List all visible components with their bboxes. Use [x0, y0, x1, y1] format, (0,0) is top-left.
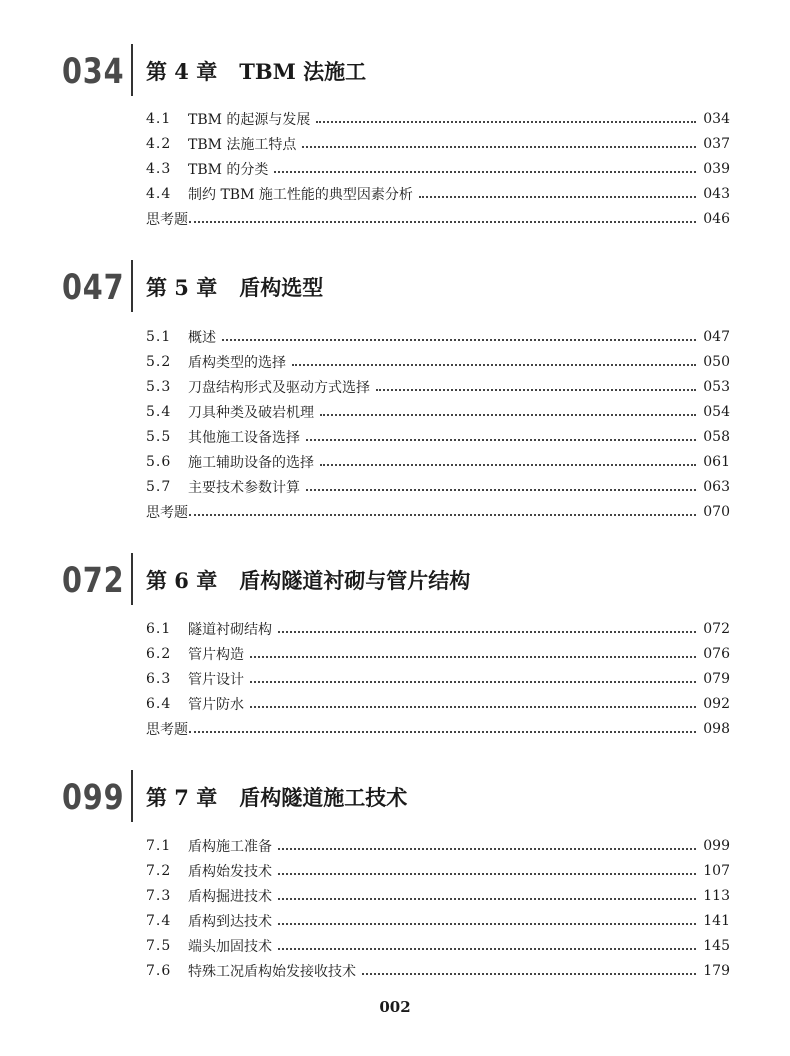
toc-row[interactable]	[146, 449, 730, 474]
section-page: 063	[703, 478, 730, 495]
section-title: 管片构造	[188, 646, 244, 663]
section-number: 6.4	[146, 695, 172, 712]
toc-row-questions[interactable]	[146, 716, 730, 741]
section-number: 5.3	[146, 378, 172, 395]
questions-label: 思考题	[146, 504, 188, 521]
section-title: 盾构始发技术	[188, 863, 272, 880]
section-number: 5.5	[146, 428, 172, 445]
chapter-title	[146, 567, 470, 595]
section-page: 079	[703, 670, 730, 687]
section-number: 7.1	[146, 837, 172, 854]
toc-row[interactable]	[146, 908, 730, 933]
toc-row[interactable]	[146, 474, 730, 499]
chapter-title	[146, 274, 323, 302]
section-title: 隧道衬砌结构	[188, 621, 272, 638]
section-title: 管片防水	[188, 696, 244, 713]
section-page: 054	[703, 403, 730, 420]
chapter-title	[146, 58, 366, 86]
leader-dots	[278, 631, 696, 633]
section-number: 7.4	[146, 912, 172, 929]
section-number: 6.3	[146, 670, 172, 687]
leader-dots	[250, 681, 696, 683]
section-page: 034	[703, 110, 730, 127]
leader-dots	[306, 439, 696, 441]
leader-dots	[250, 656, 696, 658]
section-title: 管片设计	[188, 671, 244, 688]
section-title: 主要技术参数计算	[188, 479, 300, 496]
section-page: 145	[703, 937, 730, 954]
section-page: 107	[703, 862, 730, 879]
section-page: 037	[703, 135, 730, 152]
toc-row[interactable]	[146, 424, 730, 449]
leader-dots	[362, 973, 696, 975]
leader-dots	[189, 514, 696, 516]
toc-row[interactable]	[146, 324, 730, 349]
section-page: 076	[703, 645, 730, 662]
chapter-start-page: 047	[62, 268, 125, 308]
leader-dots	[189, 221, 696, 223]
section-number: 5.1	[146, 328, 172, 345]
toc-row[interactable]	[146, 958, 730, 983]
section-number: 5.4	[146, 403, 172, 420]
section-title: 盾构掘进技术	[188, 888, 272, 905]
chapter-divider	[131, 260, 133, 312]
chapter-label: 第 5 章	[146, 275, 218, 300]
section-page: 058	[703, 428, 730, 445]
leader-dots	[250, 706, 696, 708]
section-number: 6.1	[146, 620, 172, 637]
section-title: 施工辅助设备的选择	[188, 454, 314, 471]
toc-row[interactable]	[146, 349, 730, 374]
toc-row[interactable]	[146, 666, 730, 691]
chapter-start-page: 099	[62, 778, 125, 818]
section-title: 特殊工况盾构始发接收技术	[188, 963, 356, 980]
toc-row[interactable]	[146, 641, 730, 666]
section-number: 5.6	[146, 453, 172, 470]
leader-dots	[320, 414, 696, 416]
section-title: 制约 TBM 施工性能的典型因素分析	[188, 186, 413, 203]
leader-dots	[320, 464, 696, 466]
chapter-title	[146, 784, 407, 812]
leader-dots	[302, 146, 696, 148]
section-title: 刀盘结构形式及驱动方式选择	[188, 379, 370, 396]
section-title: 刀具种类及破岩机理	[188, 404, 314, 421]
section-page: 061	[703, 453, 730, 470]
questions-page: 098	[703, 720, 730, 737]
section-page: 072	[703, 620, 730, 637]
section-number: 4.3	[146, 160, 172, 177]
leader-dots	[278, 923, 696, 925]
questions-label: 思考题	[146, 721, 188, 738]
section-number: 6.2	[146, 645, 172, 662]
section-number: 7.5	[146, 937, 172, 954]
toc-row[interactable]	[146, 691, 730, 716]
leader-dots	[278, 873, 696, 875]
section-number: 5.7	[146, 478, 172, 495]
leader-dots	[222, 339, 696, 341]
section-page: 113	[703, 887, 730, 904]
chapter-start-page: 034	[62, 52, 125, 92]
toc-row[interactable]	[146, 374, 730, 399]
section-title: TBM 的起源与发展	[188, 111, 311, 128]
section-page: 099	[703, 837, 730, 854]
chapter-divider	[131, 770, 133, 822]
section-number: 4.1	[146, 110, 172, 127]
leader-dots	[419, 196, 696, 198]
section-number: 7.3	[146, 887, 172, 904]
page-number: 002	[379, 998, 411, 1016]
section-number: 7.2	[146, 862, 172, 879]
questions-page: 046	[703, 210, 730, 227]
chapter-name: 盾构隧道衬砌与管片结构	[239, 568, 471, 593]
chapter-divider	[131, 553, 133, 605]
toc-row-questions[interactable]	[146, 499, 730, 524]
section-number: 5.2	[146, 353, 172, 370]
chapter-name: TBM 法施工	[239, 59, 367, 84]
section-title: TBM 法施工特点	[188, 136, 297, 153]
leader-dots	[278, 898, 696, 900]
section-title: 盾构施工准备	[188, 838, 272, 855]
toc-row[interactable]	[146, 156, 730, 181]
toc-row[interactable]	[146, 616, 730, 641]
chapter-start-page: 072	[62, 561, 125, 601]
toc-row[interactable]	[146, 858, 730, 883]
section-page: 092	[703, 695, 730, 712]
section-page: 053	[703, 378, 730, 395]
leader-dots	[278, 848, 696, 850]
toc-row[interactable]	[146, 106, 730, 131]
chapter-name: 盾构选型	[239, 275, 324, 300]
toc-chapter-5	[146, 324, 730, 524]
chapter-label: 第 4 章	[146, 59, 218, 84]
toc-chapter-7	[146, 833, 730, 983]
section-page: 047	[703, 328, 730, 345]
chapter-divider	[131, 44, 133, 96]
section-title: 端头加固技术	[188, 938, 272, 955]
section-page: 039	[703, 160, 730, 177]
section-page: 043	[703, 185, 730, 202]
section-number: 4.4	[146, 185, 172, 202]
toc-row[interactable]	[146, 399, 730, 424]
leader-dots	[292, 364, 696, 366]
section-page: 141	[703, 912, 730, 929]
section-number: 4.2	[146, 135, 172, 152]
section-title: 盾构类型的选择	[188, 354, 286, 371]
section-title: 盾构到达技术	[188, 913, 272, 930]
section-page: 179	[703, 962, 730, 979]
section-title: 其他施工设备选择	[188, 429, 300, 446]
toc-row[interactable]	[146, 181, 730, 206]
leader-dots	[376, 389, 696, 391]
questions-page: 070	[703, 503, 730, 520]
questions-label: 思考题	[146, 211, 188, 228]
toc-row[interactable]	[146, 883, 730, 908]
toc-row[interactable]	[146, 833, 730, 858]
toc-row[interactable]	[146, 131, 730, 156]
section-title: TBM 的分类	[188, 161, 269, 178]
chapter-label: 第 7 章	[146, 785, 218, 810]
leader-dots	[316, 121, 696, 123]
section-number: 7.6	[146, 962, 172, 979]
leader-dots	[306, 489, 696, 491]
leader-dots	[274, 171, 696, 173]
leader-dots	[278, 948, 696, 950]
leader-dots	[189, 731, 696, 733]
toc-chapter-6	[146, 616, 730, 741]
chapter-label: 第 6 章	[146, 568, 218, 593]
section-page: 050	[703, 353, 730, 370]
section-title: 概述	[188, 329, 216, 346]
toc-row[interactable]	[146, 933, 730, 958]
toc-chapter-4	[146, 106, 730, 231]
toc-row-questions[interactable]	[146, 206, 730, 231]
chapter-name: 盾构隧道施工技术	[239, 785, 408, 810]
